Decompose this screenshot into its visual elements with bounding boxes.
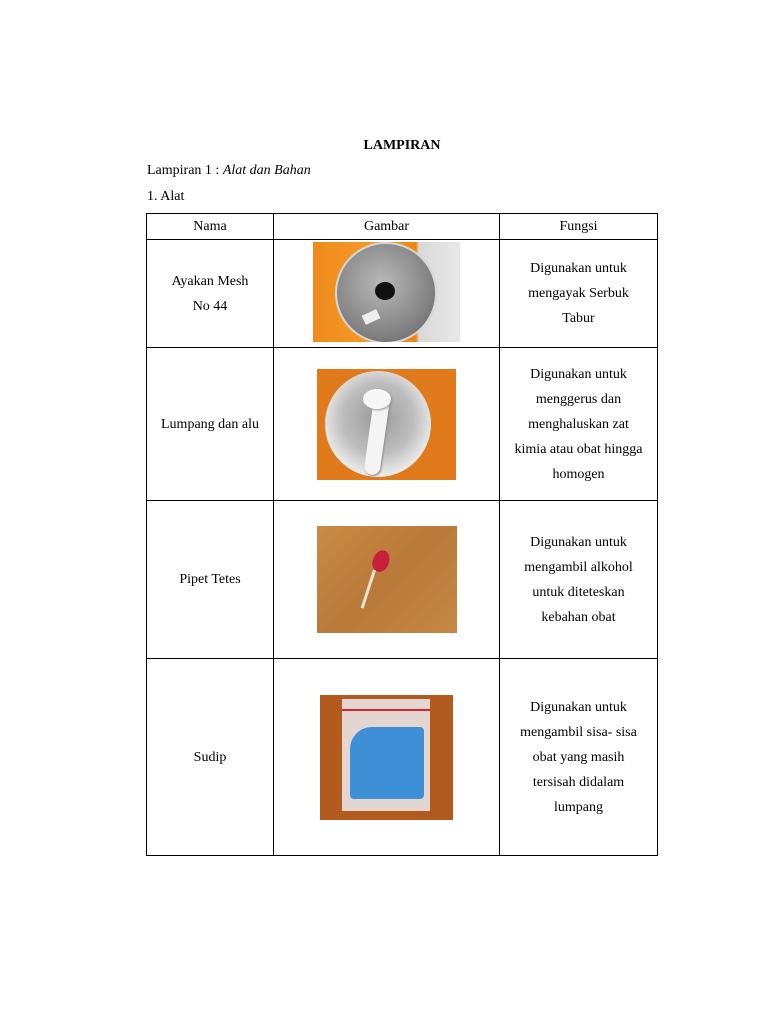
fungsi-line: kebahan obat <box>541 609 616 625</box>
cell-nama <box>147 501 274 659</box>
appendix-subtitle-prefix: Lampiran 1 : <box>147 163 223 178</box>
cell-nama <box>147 240 274 348</box>
fungsi-line: Digunakan untuk <box>530 261 627 276</box>
header-fungsi: Fungsi <box>500 214 658 240</box>
page-title: LAMPIRAN <box>363 138 441 153</box>
cell-fungsi <box>500 659 658 856</box>
header-gambar: Gambar <box>274 214 500 240</box>
equipment-table <box>146 213 658 856</box>
mortar-pestle-photo <box>317 369 456 480</box>
fungsi-line: tersisah didalam <box>532 774 625 790</box>
header-nama: Nama <box>147 214 274 240</box>
fungsi-line: mengambil sisa- sisa <box>520 724 637 740</box>
nama-line: Lumpang dan alu <box>161 416 259 432</box>
cell-nama <box>147 659 274 856</box>
fungsi-line: homogen <box>552 466 605 482</box>
cell-gambar <box>274 240 500 348</box>
cell-gambar <box>274 348 500 501</box>
cell-fungsi <box>500 240 658 348</box>
cell-fungsi <box>500 501 658 659</box>
fungsi-line: menghaluskan zat <box>528 416 629 432</box>
appendix-subtitle-italic: Alat dan Bahan <box>222 163 311 178</box>
fungsi-line: lumpang <box>554 799 603 815</box>
nama-line: No 44 <box>192 298 228 314</box>
dropper-pipette-photo <box>317 526 457 633</box>
fungsi-line: mengambil alkohol <box>524 559 633 575</box>
fungsi-line: Tabur <box>562 311 595 326</box>
cell-gambar <box>274 659 500 856</box>
fungsi-line: mengayak Serbuk <box>528 286 629 301</box>
cell-fungsi <box>500 348 658 501</box>
fungsi-line: obat yang masih <box>532 749 625 765</box>
fungsi-line: menggerus dan <box>535 391 622 407</box>
fungsi-line: Digunakan untuk <box>530 699 627 715</box>
table-row <box>147 240 658 348</box>
fungsi-line: untuk diteteskan <box>532 584 625 600</box>
table-header-row <box>147 214 658 240</box>
table-row <box>147 348 658 501</box>
fungsi-line: Digunakan untuk <box>530 534 627 550</box>
nama-line: Pipet Tetes <box>179 572 241 587</box>
cell-gambar <box>274 501 500 659</box>
table-row <box>147 501 658 659</box>
table-row <box>147 659 658 856</box>
spatula-photo <box>320 695 453 820</box>
section-heading: 1. Alat <box>147 189 185 204</box>
appendix-subtitle <box>147 161 311 181</box>
cell-nama <box>147 348 274 501</box>
nama-line: Sudip <box>193 749 227 765</box>
fungsi-line: Digunakan untuk <box>530 366 627 382</box>
nama-line: Ayakan Mesh <box>171 273 249 289</box>
sieve-mesh-photo <box>313 242 460 342</box>
fungsi-line: kimia atau obat hingga <box>514 441 643 457</box>
